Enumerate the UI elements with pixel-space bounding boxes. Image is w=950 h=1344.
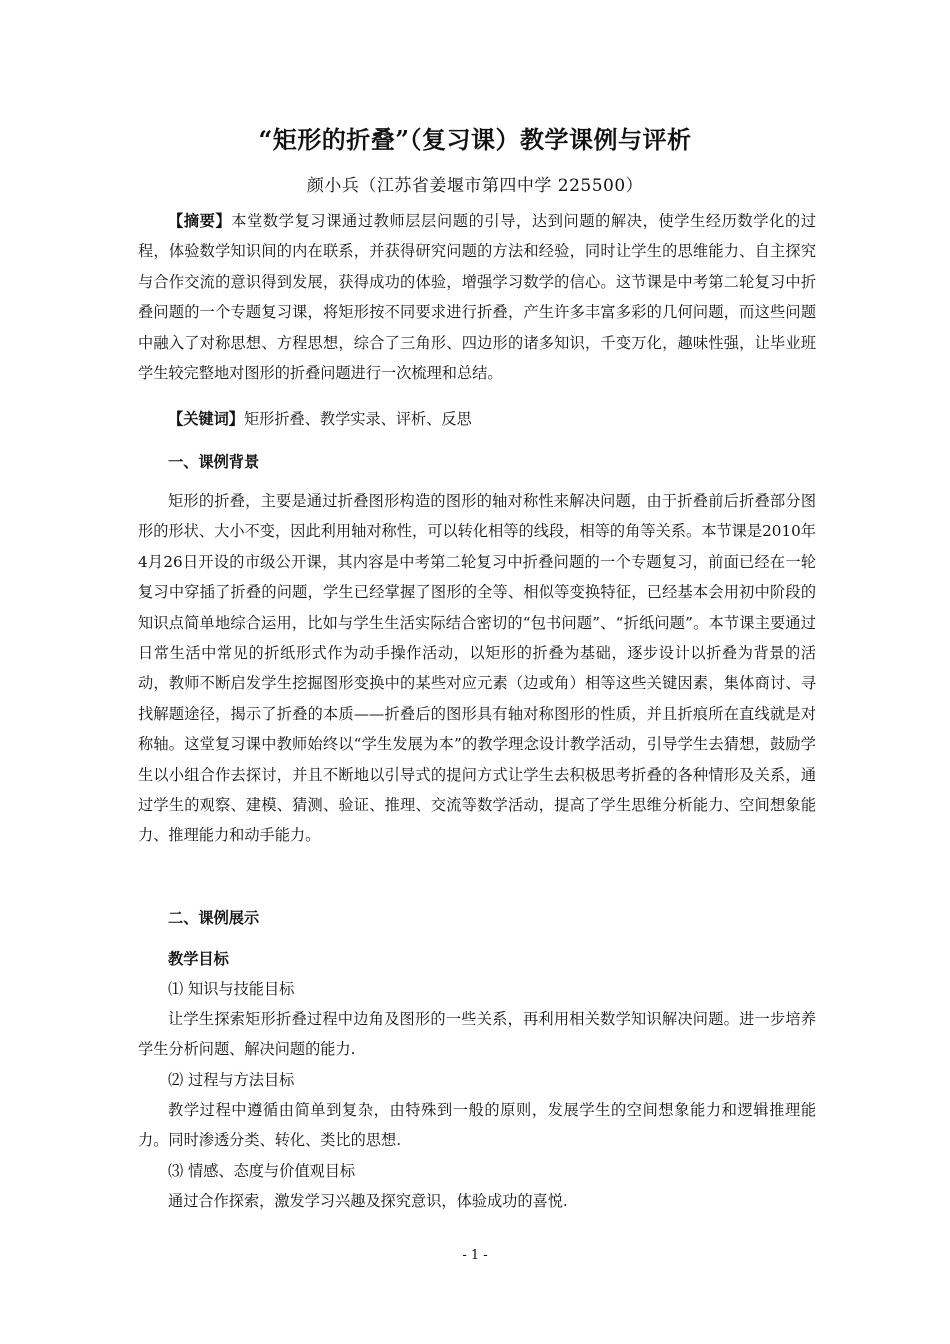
goal-3-text: 通过合作探索，激发学习兴趣及探究意识，体验成功的喜悦.	[168, 1191, 568, 1210]
abstract-paragraph	[138, 206, 816, 388]
document-title: “矩形的折叠”（复习课）教学课例与评析	[258, 125, 692, 154]
goal-3-label: ⑶ 情感、态度与价值观目标	[168, 1161, 356, 1180]
goal-2-label: ⑵ 过程与方法目标	[168, 1070, 295, 1089]
keywords-paragraph	[138, 404, 816, 434]
abstract-block	[138, 206, 816, 388]
abstract-text: 本堂数学复习课通过教师层层问题的引导，达到问题的解决，使学生经历数学化的过程，体验数学知识间的内在联系，并获得研究问题的方法和经验，同时让学生的思维能力、自主探究与合作交流的意识得到发展，获得成功的体验，增强学习数学的信心。这节课是中考第二轮复习中折叠问题的一个专题复习课，将矩形按不同要求进行折叠，产生许多丰富多彩的几何问题，而这些问题中融入了对称思想、方程思想，综合了三角形、四边形的诸多知识，千变万化，趣味性强，让毕业班学生较完整地对图形的折叠问题进行一次梳理和总结。	[138, 212, 816, 383]
section-showcase	[138, 903, 816, 933]
goal-2-text: 教学过程中遵循由简单到复杂，由特殊到一般的原则，发展学生的空间想象能力和逻辑推理能力。同时渗透分类、转化、类比的思想.	[138, 1100, 816, 1150]
background-paragraph: 矩形的折叠，主要是通过折叠图形构造的图形的轴对称性来解决问题，由于折叠前后折叠部分图形的形状、大小不变，因此利用轴对称性，可以转化相等的线段，相等的角等关系。本节课是2010年4月26日开设的市级公开课，其内容是中考第二轮复习中折叠问题的一个专题复习，前面已经在一轮复习中穿插了折叠的问题，学生已经掌握了图形的全等、相似等变换特征，已经基本会用初中阶段的知识点简单地综合运用，比如与学生生活实际结合密切的“包书问题”、“折纸问题”。本节课主要通过日常生活中常见的折纸形式作为动手操作活动，以矩形的折叠为基础，逐步设计以折叠为背景的活动，教师不断启发学生挖掘图形变换中的某些对应元素（边或角）相等这些关键因素，集体商讨、寻找解题途径，揭示了折叠的本质——折叠后的图形具有轴对称图形的性质，并且折痕所在直线就是对称轴。这堂复习课中教师始终以“学生发展为本”的教学理念设计教学活动，引导学生去猜想，鼓励学生以小组合作去探讨，并且不断地以引导式的提问方式让学生去积极思考折叠的各种情形及关系，通过学生的观察、建模、猜测、验证、推理、交流等数学活动，提高了学生思维分析能力、空间想象能力、推理能力和动手能力。	[138, 492, 816, 845]
author-line: 颜小兵（江苏省姜堰市第四中学 225500）	[306, 176, 644, 196]
background-body	[138, 486, 816, 851]
keywords-text: 矩形折叠、教学实录、评析、反思	[243, 410, 472, 428]
keywords-label: 【关键词】	[168, 410, 244, 428]
abstract-label: 【摘要】	[168, 212, 232, 230]
goal-1-text: 让学生探索矩形折叠过程中边角及图形的一些关系，再利用相关数学知识解决问题。进一步培养学生分析问题、解决问题的能力.	[138, 1010, 816, 1059]
section-background	[138, 447, 816, 477]
keywords-block	[138, 404, 816, 434]
teaching-goals	[138, 944, 816, 1216]
section-heading-background: 一、课例背景	[168, 453, 260, 471]
goal-1-label: ⑴ 知识与技能目标	[168, 980, 295, 998]
section-heading-showcase: 二、课例展示	[168, 909, 260, 927]
subheading-teaching-goals: 教学目标	[168, 950, 229, 968]
page-number: - 1 -	[462, 1248, 488, 1263]
